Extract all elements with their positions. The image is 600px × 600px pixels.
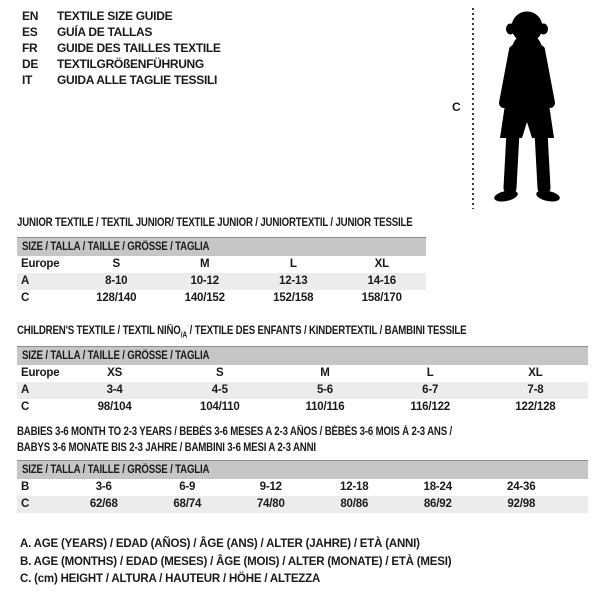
language-label: GUIDE DES TAILLES TEXTILE: [57, 41, 221, 55]
language-label: TEXTILE SIZE GUIDE: [57, 9, 173, 23]
legend-line-c: C. (cm) HEIGHT / ALTURA / HAUTEUR / HÖHE / ALTEZZA: [20, 573, 321, 585]
size-header-label: SIZE / TALLA / TAILLE / GRÖSSE / TAGLIA: [22, 464, 210, 476]
size-cell: XL: [374, 258, 389, 270]
childrens-size-table: [17, 346, 588, 416]
language-row: [22, 72, 221, 88]
size-header-label: SIZE / TALLA / TAILLE / GRÖSSE / TAGLIA: [22, 241, 210, 253]
row-label: A: [21, 384, 30, 396]
size-cell: 152/158: [273, 292, 314, 304]
size-cell: 98/104: [97, 401, 132, 413]
row-label: Europe: [21, 258, 60, 270]
size-cell: 12-18: [340, 481, 369, 493]
language-row: [22, 24, 221, 40]
legend-line-a: A. AGE (YEARS) / EDAD (AÑOS) / ÂGE (ANS) / ALTER (JAHRE) / ETÀ (ANNI): [20, 538, 420, 550]
language-label: GUIDA ALLE TAGLIE TESSILI: [57, 73, 218, 87]
babies-size-table: [17, 460, 588, 513]
size-cell: 158/170: [361, 292, 402, 304]
size-cell: 92/98: [507, 498, 536, 510]
table-row: [17, 256, 426, 273]
childrens-title-end: / TEXTILE DES ENFANTS / KINDERTEXTIL / BAMBINI TESSILE: [187, 325, 467, 337]
language-code: DE: [22, 57, 39, 71]
size-cell: 12-13: [279, 275, 308, 287]
size-cell: 116/122: [410, 401, 450, 413]
babies-title-line1: BABIES 3-6 MONTH TO 2-3 YEARS / BEBÉS 3-6 MESES A 2-3 AÑOS / BÉBÉS 3-6 MOIS À 2-3 ANS /: [17, 426, 453, 438]
size-cell: 8-10: [105, 275, 128, 287]
size-cell: 3-4: [106, 384, 123, 396]
table-row: [17, 290, 426, 307]
table-row: [17, 399, 588, 416]
row-label: Europe: [21, 367, 60, 379]
size-header-bar: [17, 346, 588, 365]
row-label: C: [21, 401, 30, 413]
row-label: B: [21, 481, 30, 493]
size-cell: 86/92: [423, 498, 452, 510]
size-cell: S: [216, 367, 224, 379]
size-cell: 9-12: [259, 481, 282, 493]
size-cell: 18-24: [423, 481, 452, 493]
table-row: [17, 496, 588, 513]
language-list: [22, 8, 221, 88]
size-cell: L: [426, 367, 434, 379]
size-cell: 74/80: [256, 498, 285, 510]
table-row: [17, 382, 588, 399]
legend-line-b: B. AGE (MONTHS) / EDAD (MESES) / ÂGE (MOIS) / ALTER (MONATE) / ETÀ (MESI): [20, 555, 452, 568]
language-code: FR: [22, 41, 38, 55]
size-cell: 3-6: [95, 481, 112, 493]
language-code: EN: [22, 9, 39, 23]
size-cell: M: [200, 258, 210, 270]
baby-silhouette-icon: [480, 8, 574, 208]
size-cell: L: [289, 258, 297, 270]
size-cell: M: [320, 367, 330, 379]
table-row: [17, 365, 588, 382]
size-cell: 4-5: [211, 384, 228, 396]
language-code: ES: [22, 25, 38, 39]
table-row: [17, 273, 426, 290]
babies-table-title: [17, 424, 452, 456]
size-cell: 5-6: [316, 384, 333, 396]
size-cell: 140/152: [184, 292, 225, 304]
childrens-table-title: [17, 325, 466, 339]
size-cell: XS: [107, 367, 123, 379]
size-cell: 7-8: [527, 384, 544, 396]
size-cell: S: [112, 258, 120, 270]
size-cell: 14-16: [367, 275, 396, 287]
row-label: A: [21, 275, 30, 287]
language-row: [22, 40, 221, 56]
size-cell: 110/116: [305, 401, 345, 413]
size-header-label: SIZE / TALLA / TAILLE / GRÖSSE / TAGLIA: [22, 350, 210, 362]
size-cell: 10-12: [190, 275, 219, 287]
size-cell: XL: [528, 367, 543, 379]
size-cell: 80/86: [340, 498, 369, 510]
language-row: [22, 8, 221, 24]
language-code: IT: [22, 73, 33, 87]
size-cell: 122/128: [515, 401, 556, 413]
height-measure-label: C: [452, 100, 461, 114]
size-header-bar: [17, 237, 426, 256]
childrens-title-start: CHILDREN'S TEXTILE / TEXTIL NIÑO: [17, 325, 181, 337]
language-label: GUÍA DE TALLAS: [57, 25, 153, 39]
size-cell: 6-9: [179, 481, 196, 493]
row-label: C: [21, 292, 30, 304]
childrens-title-sub: /A: [180, 330, 188, 340]
babies-title-line2: BABYS 3-6 MONATE BIS 2-3 JAHRE / BAMBINI 3-6 MESI A 2-3 ANNI: [17, 442, 316, 454]
size-cell: 62/68: [89, 498, 118, 510]
size-cell: 24-36: [507, 481, 536, 493]
junior-size-table: [17, 237, 426, 307]
size-cell: 104/110: [200, 401, 240, 413]
size-header-bar: [17, 460, 588, 479]
size-cell: 128/140: [96, 292, 137, 304]
row-label: C: [21, 498, 30, 510]
size-cell: 68/74: [173, 498, 202, 510]
language-label: TEXTILGRÖßENFÜHRUNG: [57, 57, 204, 71]
language-row: [22, 56, 221, 72]
table-row: [17, 479, 588, 496]
junior-table-title: JUNIOR TEXTILE / TEXTIL JUNIOR/ TEXTILE JUNIOR / JUNIORTEXTIL / JUNIOR TESSILE: [17, 217, 413, 229]
size-cell: 6-7: [422, 384, 439, 396]
height-measure-dotted-line: [472, 8, 474, 209]
legend: [20, 536, 451, 589]
